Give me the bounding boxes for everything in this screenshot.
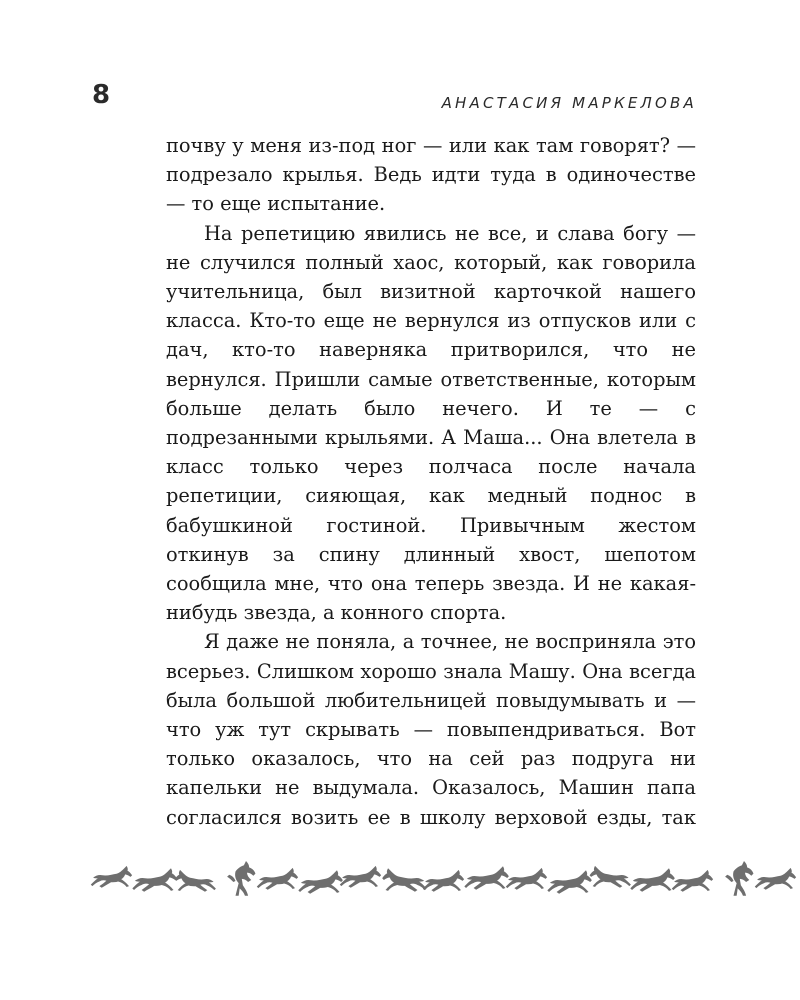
- horses-ornament-svg: [88, 852, 800, 900]
- galloping-horse-icon: [755, 868, 796, 890]
- galloping-horse-icon: [506, 868, 547, 890]
- galloping-horse-icon: [464, 866, 509, 890]
- galloping-horse-icon: [423, 870, 464, 892]
- galloping-horse-icon: [382, 868, 427, 892]
- galloping-horse-icon: [630, 868, 675, 892]
- galloping-horse-icon: [547, 870, 592, 894]
- horses-ornament: [88, 852, 800, 900]
- page-number: 8: [92, 80, 111, 110]
- galloping-horse-icon: [340, 866, 381, 888]
- rearing-horse-icon: [227, 861, 255, 896]
- galloping-horse-icon: [257, 868, 298, 890]
- running-head-author: АНАСТАСИЯ МАРКЕЛОВА: [441, 94, 697, 112]
- galloping-horse-icon: [91, 866, 132, 888]
- galloping-horse-icon: [672, 870, 713, 892]
- paragraph-3: Я даже не поняла, а точнее, не восприняла это всерьез. Слишком хорошо знала Машу. Она всегда была большой любительницей повыдумывать и — что уж тут скрывать — повыпендриваться. Вот только оказалось, что на сей раз подруга ни капельки не выдумала. Оказалось, Машин папа согласился возить ее в школу верховой езды, так: [166, 630, 696, 829]
- galloping-horse-icon: [298, 870, 343, 894]
- text-body: [166, 131, 696, 832]
- galloping-horse-icon: [132, 868, 177, 892]
- paragraph-1: почву у меня из-под ног — или как там говорят? — подрезало крылья. Ведь идти туда в одиночестве — то еще испытание.: [166, 134, 696, 216]
- galloping-horse-icon: [590, 866, 631, 888]
- galloping-horse-icon: [175, 870, 216, 892]
- rearing-horse-icon: [725, 861, 753, 896]
- paragraph-2: На репетицию явились не все, и слава богу — не случился полный хаос, который, как говорила учительница, был визитной карточкой нашего класса. Кто-то еще не вернулся из отпусков или с дач, кто-то наверняка притворился, что не вернулся. Пришли самые ответственные, которым больше делать было нечего. И те — с подрезанными крыльями. А Маша... Она влетела в класс только через полчаса после начала репетиции, сияющая, как медный поднос в бабушкиной гостиной. Привычным жестом откинув за спину длинный хвост, шепотом сообщила мне, что она теперь звезда. И не какая-нибудь звезда, а конного спорта.: [166, 221, 696, 625]
